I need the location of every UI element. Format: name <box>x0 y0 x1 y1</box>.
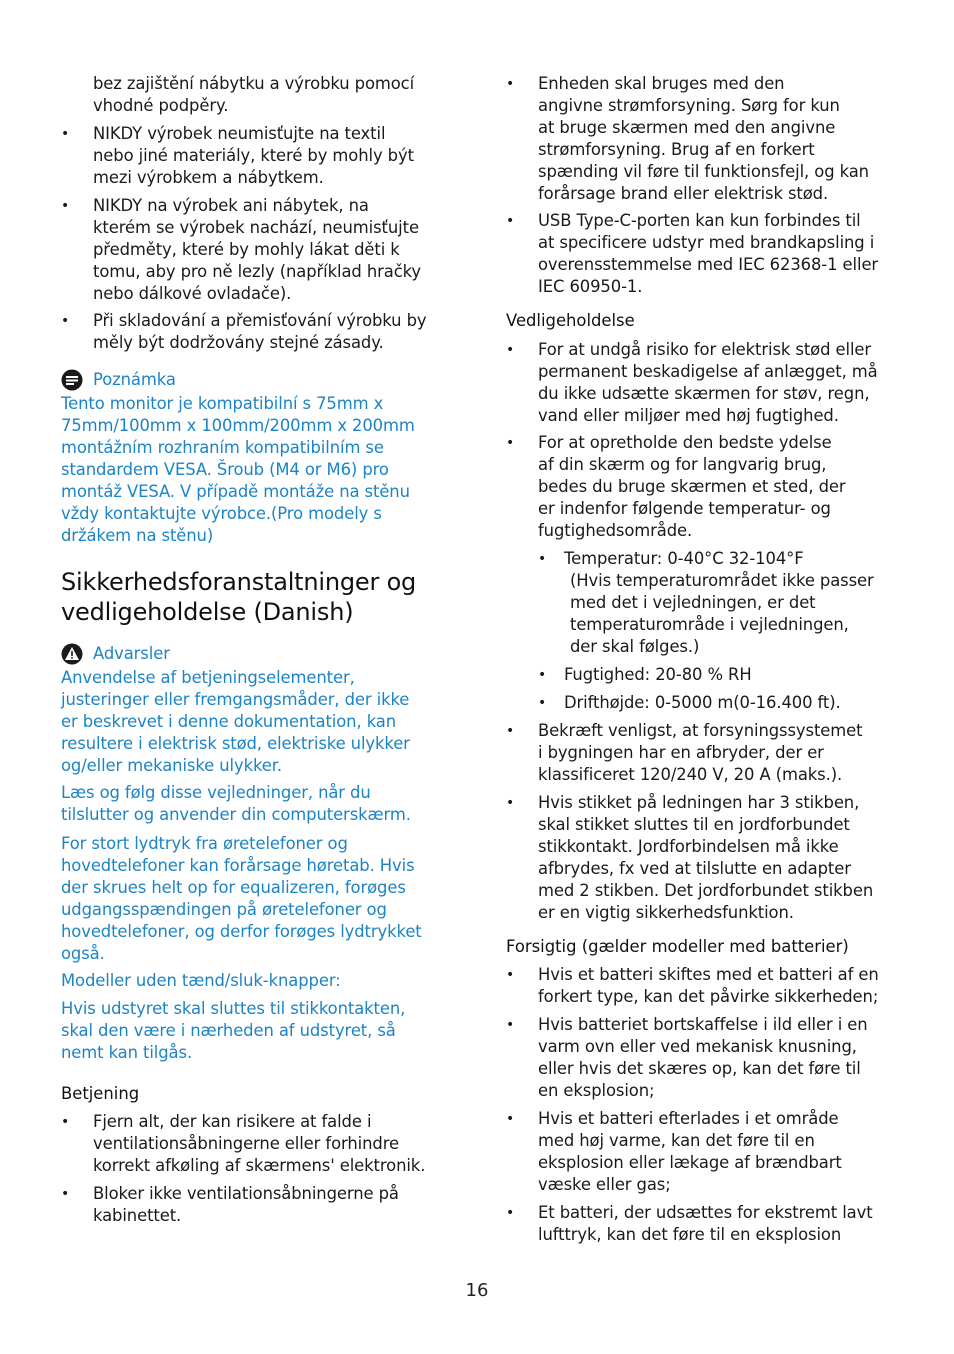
bullet-dot: • <box>61 1114 70 1130</box>
bullet-text: Při skladování a přemisťování výrobku by měly být dodržovány stejné zásady. <box>93 311 427 352</box>
page-number: 16 <box>465 1280 489 1301</box>
section-title: Sikkerhedsforanstaltninger og vedligeholdelse (Danish) <box>61 568 417 626</box>
warning-para: For stort lydtryk fra øretelefoner og hovedtelefoner kan forårsage høretab. Hvis der skrues helt op for equalizeren, forøges udgangsspændingen på øretelefoner og hovedtelefoner, og derfor forøges lydtrykket også. <box>61 834 422 963</box>
bullet-dot: • <box>61 1186 70 1202</box>
temp-note: (Hvis temperaturområdet ikke passer med det i vejledningen, er det temperaturområde i vejledningen, der skal følges.) <box>570 571 874 656</box>
bullet-text: USB Type-C-porten kan kun forbindes til at specificere udstyr med brandkapsling i overensstemmelse med IEC 62368-1 eller IEC 60950-1. <box>538 211 879 296</box>
bullet-text: Hvis batteriet bortskaffelse i ild eller i en varm ovn eller ved mekanisk knusning, eller hvis det skæres op, kan det føre til en eksplosion; <box>538 1015 868 1100</box>
bullet-text: Hvis et batteri efterlades i et område med høj varme, kan det føre til en eksplosion eller lækage af brændbart væske eller gas; <box>538 1109 842 1194</box>
bullet-dot: • <box>538 551 547 567</box>
bullet-dot: • <box>506 76 515 92</box>
note-icon <box>61 369 83 391</box>
bullet-dot: • <box>506 723 515 739</box>
warning-para: Modeller uden tænd/sluk-knapper: <box>61 971 341 990</box>
warning-para: Læs og følg disse vejledninger, når du tilslutter og anvender din computerskærm. <box>61 783 411 824</box>
bullet-text: For at opretholde den bedste ydelse af din skærm og for langvarig brug, bedes du bruge skærmen et sted, der er indenfor følgende temperatur- og fugtighedsområde. <box>538 433 846 540</box>
bullet-text: NIKDY výrobek neumisťujte na textil nebo jiné materiály, které by mohly být mezi výrobkem a nábytkem. <box>93 124 414 187</box>
bullet-text: Enheden skal bruges med den angivne strømforsyning. Sørg for kun at bruge skærmen med den angivne strømforsyning. Brug af en forkert spænding vil føre til funktionsfejl, og kan forårsage brand eller elektrisk stød. <box>538 74 869 203</box>
warning-para: Hvis udstyret skal sluttes til stikkontakten, skal den være i nærheden af udstyret, så nemt kan tilgås. <box>61 999 406 1062</box>
bullet-dot: • <box>506 1017 515 1033</box>
bullet-text: Fjern alt, der kan risikere at falde i ventilationsåbningerne eller forhindre korrekt afkøling af skærmens' elektronik. <box>93 1112 426 1175</box>
bullet-dot: • <box>61 126 70 142</box>
bullet-text: Et batteri, der udsættes for ekstremt lavt lufttryk, kan det føre til en eksplosion <box>538 1203 873 1244</box>
bullet-text: Hvis stikket på ledningen har 3 stikben, skal stikket sluttes til en jordforbundet stikkontakt. Jordforbindelsen må ikke afbrydes, fx ved at tilslutte en adapter med 2 stikben. Det jordforbundet stikben er en vigtig sikkerhedsfunktion. <box>538 793 874 922</box>
note-title: Poznámka <box>93 370 176 389</box>
forsigtig-heading: Forsigtig (gælder modeller med batterier) <box>506 937 849 956</box>
note-body: Tento monitor je kompatibilní s 75mm x 75mm/100mm x 100mm/200mm x 200mm montážním rozhraním kompatibilním se standardem VESA. Šroub (M4 or M6) pro montáž VESA. V případě montáže na stěnu vždy kontaktujte výrobce.(Pro modely s držákem na stěnu) <box>61 394 415 545</box>
bullet-dot: • <box>506 435 515 451</box>
bullet-dot: • <box>506 342 515 358</box>
bullet-dot: • <box>538 667 547 683</box>
vedligeholdelse-heading: Vedligeholdelse <box>506 311 635 330</box>
bullet-dot: • <box>506 213 515 229</box>
betjening-heading: Betjening <box>61 1084 140 1103</box>
bullet-dot: • <box>506 1111 515 1127</box>
bullet-text: Bekræft venligst, at forsyningssystemet i bygningen har en afbryder, der er klassificeret 120/240 V, 20 A (maks.). <box>538 721 863 784</box>
sub-bullet-text: Fugtighed: 20-80 % RH <box>564 665 752 684</box>
sub-bullet-text: Drifthøjde: 0-5000 m(0-16.400 ft). <box>564 693 841 712</box>
continued-item: bez zajištění nábytku a výrobku pomocí vhodné podpěry. <box>93 74 415 115</box>
warning-icon <box>61 643 83 665</box>
bullet-dot: • <box>61 313 70 329</box>
bullet-text: Hvis et batteri skiftes med et batteri af en forkert type, kan det påvirke sikkerheden; <box>538 965 879 1006</box>
bullet-text: For at undgå risiko for elektrisk stød eller permanent beskadigelse af anlægget, må du ikke udsætte skærmen for støv, regn, vand eller miljøer med høj fugtighed. <box>538 340 878 425</box>
bullet-dot: • <box>506 1205 515 1221</box>
warning-title: Advarsler <box>93 644 170 663</box>
warning-para: Anvendelse af betjeningselementer, justeringer eller fremgangsmåder, der ikke er beskrevet i denne dokumentation, kan resultere i elektrisk stød, elektriske ulykker og/eller mekaniske ulykker. <box>61 668 410 775</box>
sub-bullet-text: Temperatur: 0-40°C 32-104°F <box>564 549 804 568</box>
bullet-dot: • <box>538 695 547 711</box>
bullet-text: NIKDY na výrobek ani nábytek, na kterém se výrobek nachází, neumisťujte předměty, které by mohly lákat děti k tomu, aby pro ně lezly (například hračky nebo dálkové ovladače). <box>93 196 422 303</box>
bullet-text: Bloker ikke ventilationsåbningerne på kabinettet. <box>93 1184 399 1225</box>
bullet-dot: • <box>506 795 515 811</box>
bullet-dot: • <box>61 198 70 214</box>
bullet-dot: • <box>506 967 515 983</box>
